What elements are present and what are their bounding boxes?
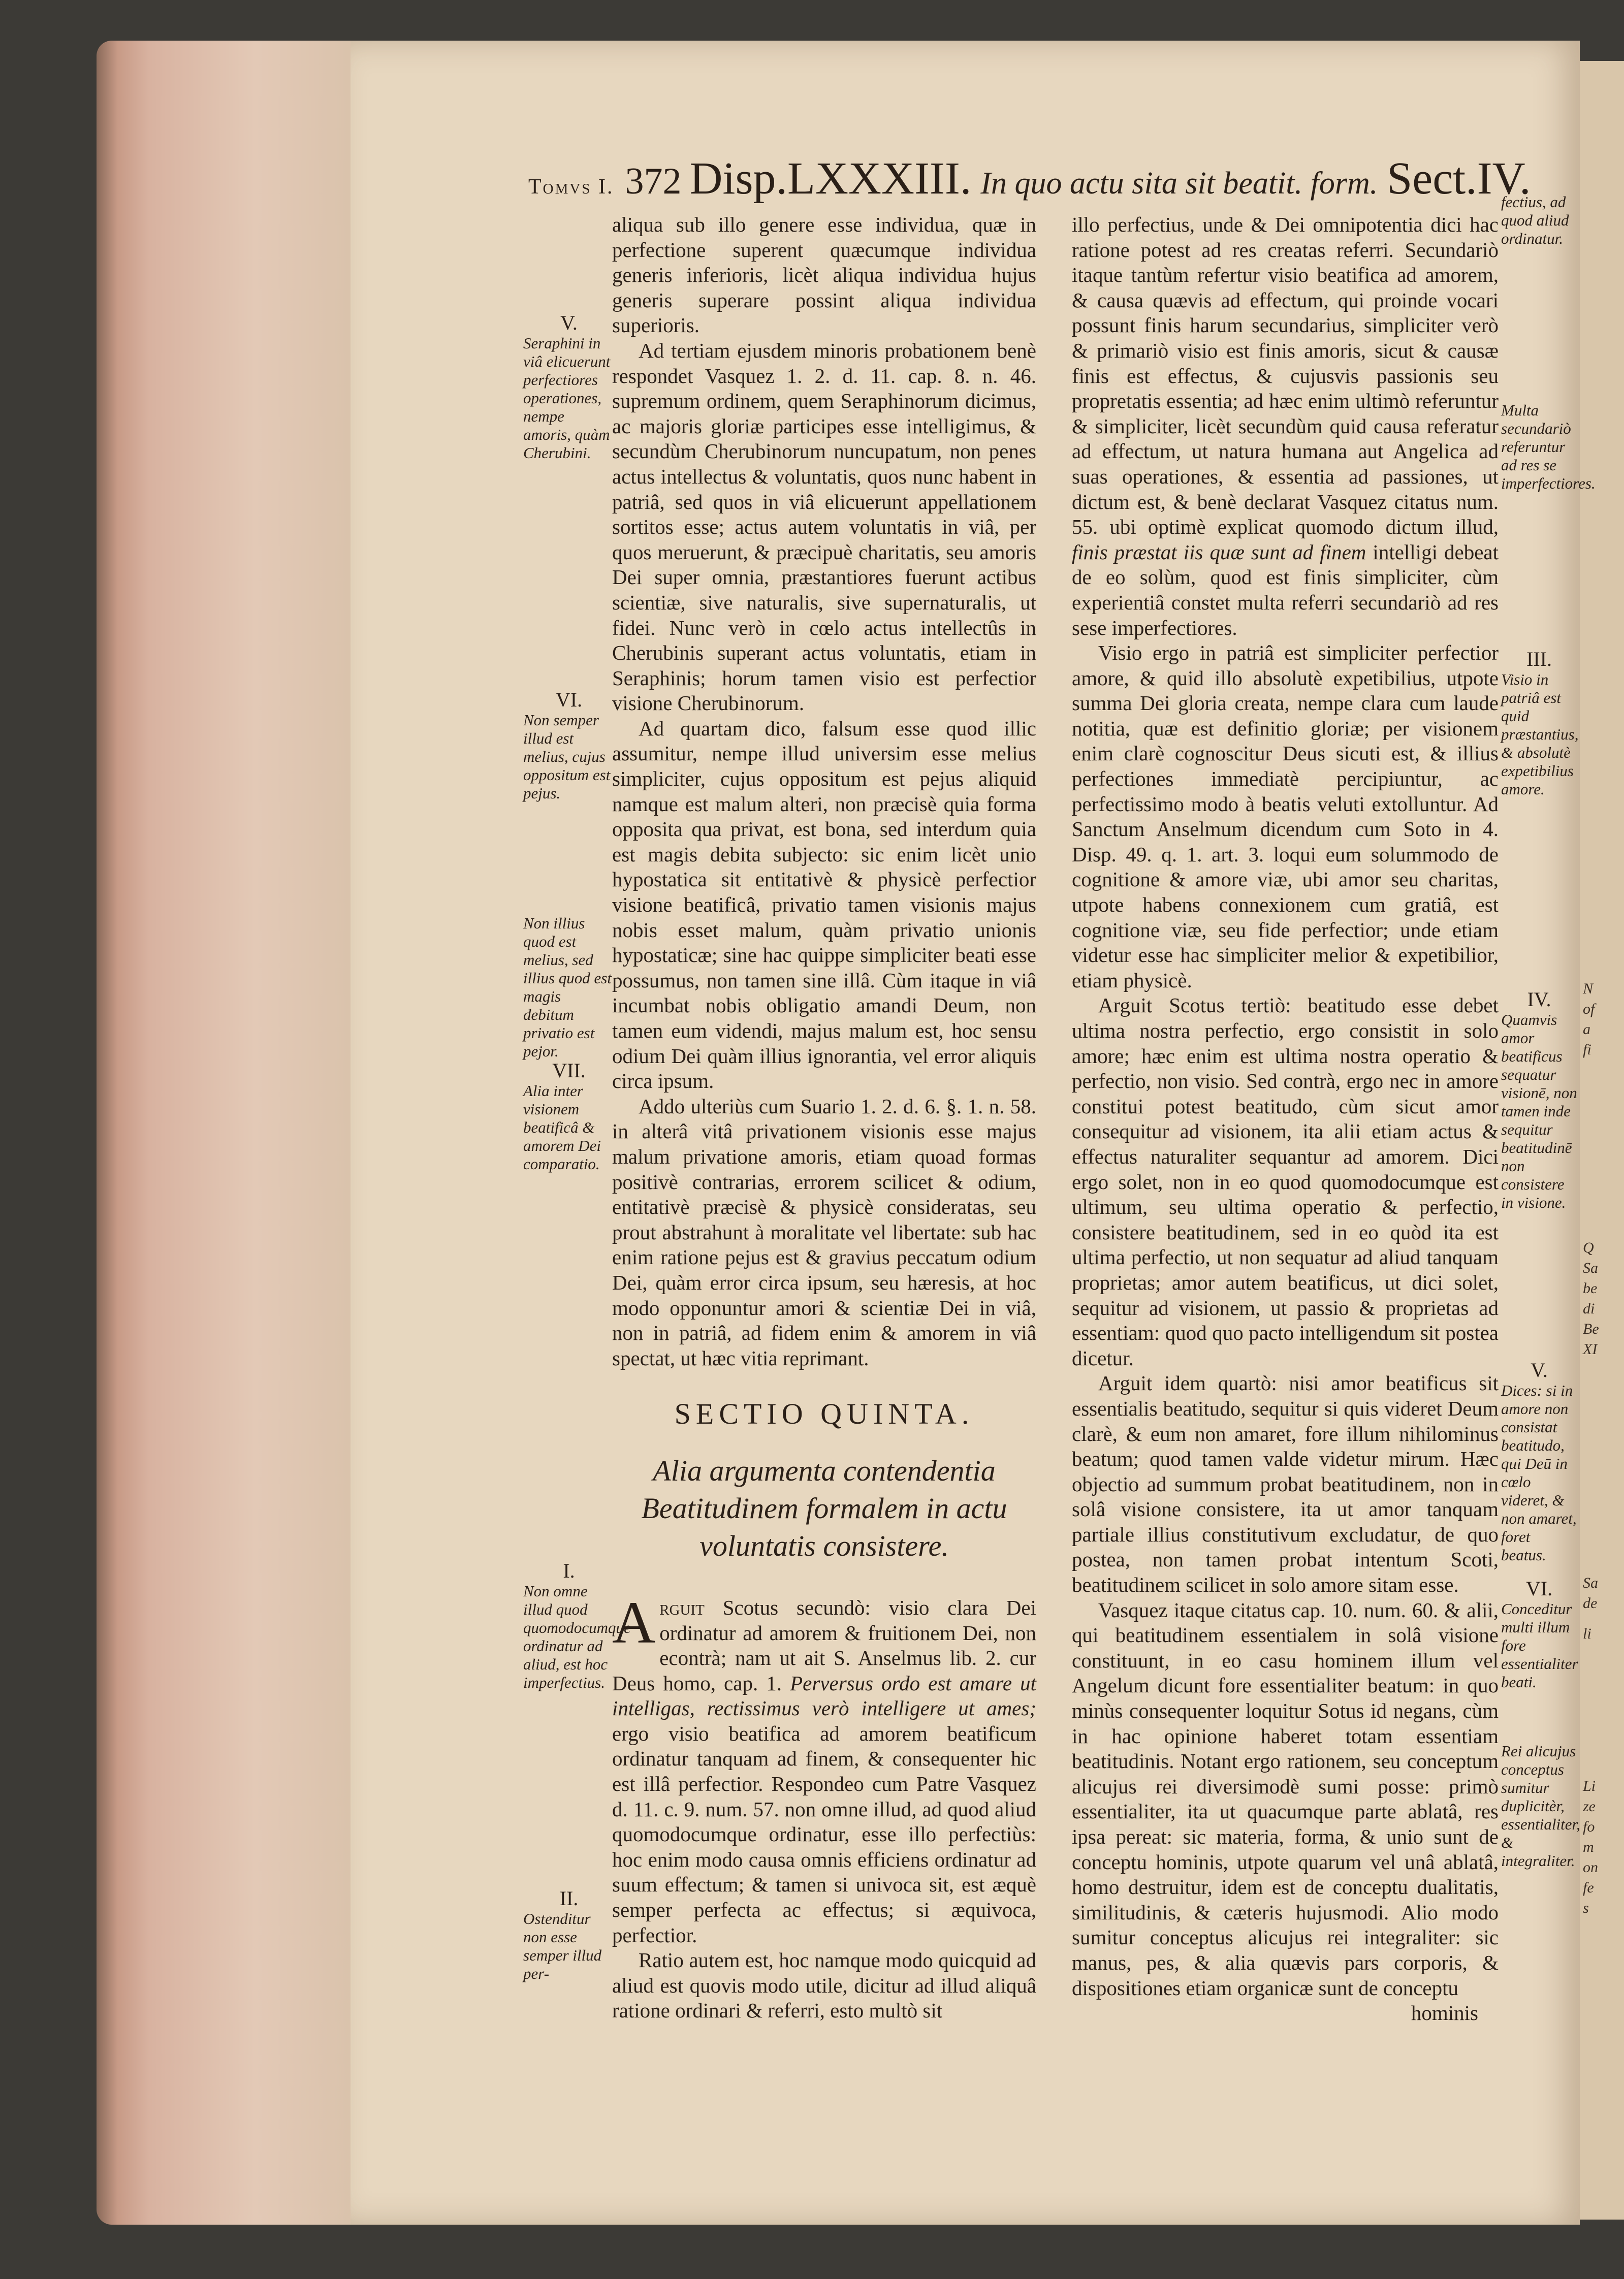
facing-page-fragment: di [1583,1300,1595,1317]
facing-page-fragment: Li [1583,1778,1596,1794]
right-text-column [1072,212,1499,2026]
small-caps-word: rguit [659,1595,705,1619]
facing-page-edge [1580,61,1624,2220]
margin-number: IV. [1527,988,1551,1011]
paragraph: Arguit idem quartò: nisi amor beatificus sit essentialis beatitudo, sequitur si quis videret Deum clarè, & eum non amaret, fore illum nihilominus beatum; quod tamen valde videtur mirum. Hæc objectio ad summum probat beatitudinem, non in solâ visione consistere, ita ut amor tanquam partiale illius constitutivum excludatur, de quo postea, non tamen probat intentum Scoti, beatitudinem scilicet in solo amore sitam esse. [1072,1371,1499,1597]
margin-note-left [523,1059,615,1173]
facing-page-fragment: de [1583,1595,1598,1612]
margin-number: III. [1526,648,1552,670]
paragraph: Ratio autem est, hoc namque modo quicquid ad aliud est quovis modo utile, dicitur ad illud aliquâ ratione ordinari & referri, esto multò sit [612,1948,1036,2023]
paragraph: Ad quartam dico, falsum esse quod illic assumitur, nempe illud universim esse melius simpliciter, cujus oppositum est pejus aliquid namque est malum alteri, non præcisè quia forma opposita qua privat, est bona, sed interdum quia est magis debita subjecto: sic enim licèt unio hypostatica sit entitativè & physicè perfectior visione beatificâ, privatio tamen visionis majus nobis esset malum, quàm privatio unionis hypostaticæ; sine hac quippe simpliciter beati esse possumus, non tamen sine illâ. Cùm itaque in viâ incumbat nobis obligatio amandi Deum, non tamen eum videndi, majus malum est, hoc sensu odium Dei quàm illius ignorantia, vel error aliquis circa ipsum. [612,716,1036,1093]
text-run: intelligi debeat de eo solùm, quod est finis simpliciter, cùm experientiâ constet multa referri secundariò ad res sese imperfectiores. [1072,540,1499,639]
margin-note-right [1501,401,1596,493]
margin-number: V. [560,311,578,334]
margin-note-left [523,688,615,803]
facing-page-fragment: fe [1583,1879,1594,1896]
book-fore-edge [97,41,361,2225]
section-title: Alia argumenta contendentia Beatitudinem formalem in actu voluntatis consistere. [641,1454,1007,1562]
facing-page-fragment: a [1583,1021,1590,1038]
facing-page-fragment: Q [1583,1239,1594,1256]
margin-text: Visio in patriâ est quid præstantius, & absolutè expetibilius amore. [1501,670,1579,798]
section-heading: SECTIO QUINTA. [674,1397,974,1431]
margin-note-right [1501,990,1577,1212]
left-text-column [612,212,1036,2024]
margin-note-right [1501,193,1577,248]
margin-text: Rei alicujus conceptus sumitur duplicitèr, essentialiter, & integraliter. [1501,1742,1580,1870]
drop-capital: A [612,1589,656,1656]
margin-note-left [523,914,615,1061]
running-header [528,152,1544,205]
margin-note-right [1501,1577,1578,1691]
margin-note-left [523,1889,615,1983]
margin-number: VII. [552,1059,586,1082]
margin-note-right [1501,1742,1580,1870]
facing-page-fragment: Be [1583,1321,1599,1337]
margin-text: Dices: si in amore non consistat beatitudo, qui Deū in cœlo videret, & non amaret, foret beatus. [1501,1382,1577,1564]
margin-note-right [1501,650,1577,798]
margin-number: V. [1531,1359,1548,1382]
paragraph [1072,212,1499,640]
facing-page-fragment: Sa [1583,1260,1598,1276]
facing-page-fragment: li [1583,1625,1591,1642]
facing-page-fragment: on [1583,1859,1598,1876]
facing-page-fragment: ze [1583,1798,1596,1815]
facing-page-fragment: fi [1583,1041,1591,1058]
margin-text: Non semper illud est melius, cujus oppositum est pejus. [523,711,611,802]
page-number: 372 [625,161,682,202]
margin-text: Non omne illud quod quomodocumque ordinatur ad aliud, est hoc imperfectius. [523,1582,631,1691]
paragraph: Vasquez itaque citatus cap. 10. num. 60. & alii, qui beatitudinem essentialem in solâ visione constituunt, in eo casu hominem illum vel Angelum dicunt fore essentialiter beatum: in quo minùs consequenter loquitur Sotus id negans, cùm in hac opinione haberet totam essentiam beatitudinis. Notant ergo rationem, seu conceptum alicujus rei diversimodè sumi posse: primò essentialiter, ita ut quacumque parte ablatâ, res ipsa pereat: sic materia, forma, & unio sunt de conceptu hominis, utpote quarum vel unâ ablatâ, homo destruitur, idem est de conceptu dualitatis, similitudinis, & cæteris hujusmodi. Alio modo sumitur conceptus alicujus rei integraliter: sic manus, pes, & alia quævis pars corporis, & dispositiones etiam organicæ sunt de conceptu [1072,1598,1499,2000]
margin-number: I. [563,1559,575,1582]
text-run: Scotus secundò: visio clara Dei ordinatur ad amorem & fruitionem Dei, non econtrà; nam ut ait S. Anselmus lib. 2. cur Deus homo, cap. 1. [612,1595,1036,1695]
facing-page-fragment: of [1583,1001,1595,1017]
paragraph: Ad tertiam ejusdem minoris probationem benè respondet Vasquez 1. 2. d. 11. cap. 8. n. 46. supremum ordinem, quem Seraphinorum dicimus, ac majoris gloriæ participes esse intelligimus, & secundùm Cherubinorum nuncupatum, non penes actus intellectus & voluntatis, quos nunc habent in patriâ, sed quos in viâ elicuerunt appellationem sortitos esse; actus autem voluntatis in viâ, per quos meruerunt, & præcipuè charitatis, seu amoris Dei super omnia, præstantiores fuerunt actibus scientiæ, sive naturalis, sive supernaturalis, ut fidei. Nunc verò in cœlo actus intellectûs in Cherubinis superant actus voluntatis, etiam in Seraphinis; horum tamen visio est perfectior visione Cherubinorum. [612,338,1036,715]
facing-page-fragment: XI [1583,1341,1598,1358]
margin-number: VI. [555,688,583,711]
text-run: illo perfectius, unde & Dei omnipotentia dici hac ratione potest ad res creatas referri. Secundariò itaque tantùm refertur visio beatifica ad amorem, & causa quævis ad effectum, qui proinde vocari possunt finis harum secundarius, simpliciter verò & primariò visio est finis amoris, sicut & causæ finis est effectus, & cujusvis passionis seu propretatis essentia; ad hæc enim ultimò referuntur & simpliciter, licèt secundùm quid causa referatur ad effectum, ut natura humana aut Angelica ad suas operationes, & essentia ad passiones, ut dictum est, & benè declarat Vasquez citatus num. 55. ubi optimè explicat quomodo dictum illud, [1072,213,1499,539]
header-volume: Tomvs I. [528,175,614,199]
paragraph: Visio ergo in patriâ est simpliciter perfectior amore, & quid illo absolutè expetibilius, utpote summa Dei gloria creata, nempe clara cum laude notitia, quæ est definitio gloriæ; per visionem enim clarè cognoscitur Deus sicuti est, & illius perfectiones immediatè percipiuntur, ac perfectissimo modo à beatis veluti extolluntur. Ad Sanctum Anselmum dicendum cum Soto in 4. Disp. 49. q. 1. art. 3. loqui eum solummodo de cognitione & amore viæ, ubi amor seu charitas, utpote habens connexionem cum gratiâ, est cognitione viæ, seu fide perfectior; unde etiam videtur esse hac simpliciter melior & expetibilior, etiam physicè. [1072,641,1499,992]
header-section: Sect.IV. [1387,153,1531,204]
catchword: hominis [1411,2001,1478,2025]
margin-text: Quamvis amor beatificus sequatur visionē, non tamen inde sequitur beatitudinē non consistere in visione. [1501,1011,1577,1211]
facing-page-fragment: m [1583,1839,1594,1855]
paragraph [612,1589,1036,1948]
margin-text: fectius, ad quod aliud ordinatur. [1501,193,1569,247]
margin-number: II. [559,1887,579,1910]
margin-number: VI. [1525,1577,1553,1600]
italic-quote: Perversus ordo est amare ut intelligas, rectissimus verò intelligere ut ames; [612,1671,1036,1720]
margin-text: Alia inter visionem beatificâ & amorem Dei comparatio. [523,1082,601,1173]
facing-page-fragment: Sa [1583,1575,1598,1591]
margin-text: Multa secundariò referuntur ad res se imperfectiores. [1501,401,1596,492]
margin-note-left [523,311,615,462]
header-title: In quo actu sita sit beatit. form. [980,166,1378,201]
facing-page-fragment: fo [1583,1818,1595,1835]
facing-page-fragment: N [1583,980,1594,997]
margin-text: Seraphini in viâ elicuerunt perfectiores operationes, nempe amoris, quàm Cherubini. [523,334,611,462]
italic-quote: finis præstat iis quæ sunt ad finem [1072,540,1366,564]
margin-text: Non illius quod est melius, sed illius quod est magis debitum privatio est pejor. [523,914,612,1060]
header-disputatio: Disp.LXXXIII. [689,153,972,204]
text-run: ergo visio beatifica ad amorem beatificum ordinatur tanquam ad finem, & consequenter hic est illâ perfectior. Respondeo cum Patre Vasquez d. 11. c. 9. num. 57. non omne illud, ad quod aliud quomodocumque ordinatur, esse illo perfectiùs: hoc enim modo causa omnis efficiens ordinatur ad suum effectum; & tamen si univoca sit, est æquè semper perfecta ac effectus; si æquivoca, perfectior. [612,1721,1036,1947]
margin-note-left [523,1559,631,1692]
paragraph: Arguit Scotus tertiò: beatitudo esse debet ultima nostra perfectio, ergo consistit in solo amore; hæc enim est ultima nostra operatio & perfectio, non visio. Sed contrà, ergo nec in amore constitui potest beatitudo, cùm sicut amor consequitur ad visionem, ita alii etiam actus & effectus naturaliter sequantur ad amorem. Dici ergo solet, non in eo quod quomodocumque est ultimum, seu ultima operatio & perfectio, consistere beatitudinem, sed in eo quòd ita est ultima perfectio, ut non sequatur ad aliud tanquam proprietas; amor autem beatificus, ut dici solet, sequitur ad visionem, ut passio & proprietas ad essentiam: quod quo pacto intelligendum sit postea dicetur. [1072,993,1499,1370]
paragraph: Addo ulteriùs cum Suario 1. 2. d. 6. §. 1. n. 58. in alterâ vitâ privationem visionis esse majus malum privatione amoris, etiam quoad formas positivè contrarias, errorem scilicet & odium, entitativè præcisè & physicè consideratas, seu prout abstrahunt à moralitate vel libertate: sub hac enim ratione pejus est & gravius peccatum odium Dei, quàm error circa ipsum, seu hæresis, at hoc modo opponuntur amori & scientiæ Dei in viâ, non in patriâ, ad fidem enim & amorem in viâ spectat, ut hæc vitia reprimant. [612,1094,1036,1370]
margin-note-right [1501,1361,1577,1564]
facing-page-fragment: be [1583,1280,1598,1297]
paragraph: aliqua sub illo genere esse individua, quæ in perfectione superent quæcumque individua generis inferioris, licèt aliqua individua hujus generis superare possint aliqua individua superioris. [612,213,1036,337]
margin-text: Conceditur multi illum fore essentialiter beati. [1501,1600,1578,1691]
margin-text: Ostenditur non esse semper illud per- [523,1910,602,1982]
facing-page-fragment: s [1583,1900,1589,1916]
